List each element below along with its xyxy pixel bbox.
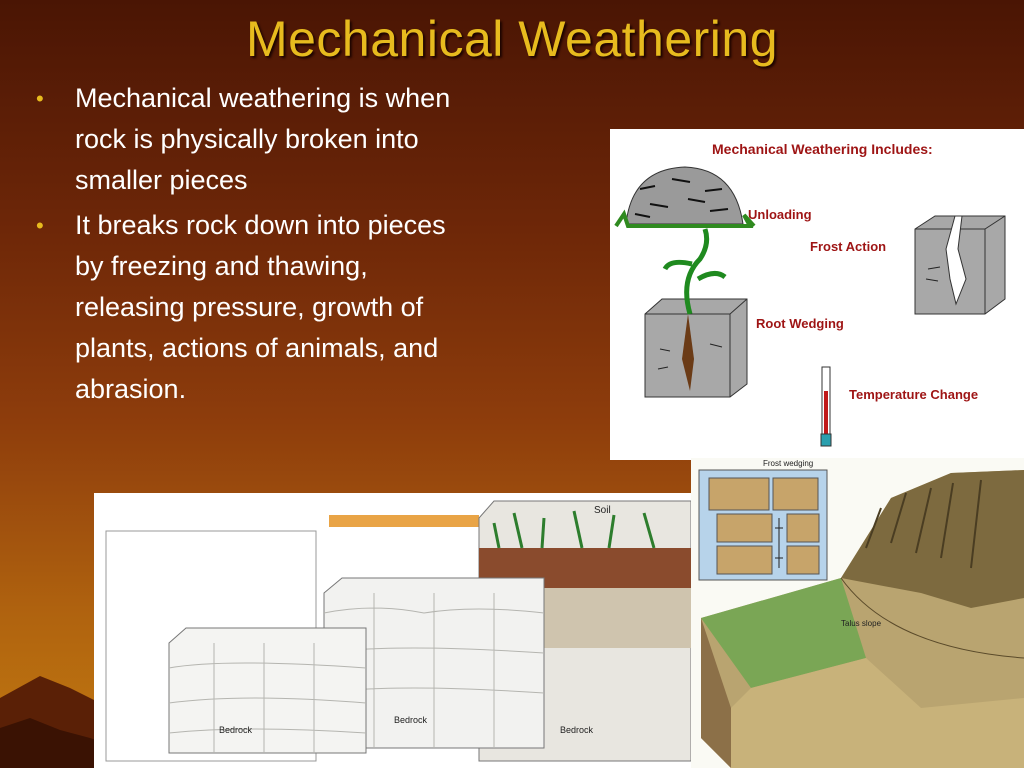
root-wedging-block-icon (645, 229, 747, 397)
bullet-text: It breaks rock down into pieces by freezing and thawing, releasing pressure, growth of plants, actions of animals, and abrasion. (75, 210, 446, 404)
label-bedrock-middle: Bedrock (394, 715, 428, 725)
includes-diagram (610, 129, 1024, 460)
label-bedrock-front: Bedrock (219, 725, 253, 735)
soil-formation-figure (94, 493, 691, 768)
bullet-item (30, 205, 480, 410)
label-talus-slope: Talus slope (841, 619, 882, 628)
mechanical-weathering-includes-figure (610, 129, 1024, 460)
bedrock-block-front (106, 531, 366, 761)
label-soil: Soil (594, 505, 611, 516)
thermometer-icon (821, 367, 831, 446)
label-bedrock-back: Bedrock (560, 725, 594, 735)
label-frost-wedging: Frost wedging (763, 459, 814, 468)
frost-action-block-icon (915, 216, 1005, 314)
bullet-icon: • (36, 213, 44, 238)
label-unloading: Unloading (748, 207, 812, 222)
talus-slope-figure (691, 458, 1024, 768)
includes-heading: Mechanical Weathering Includes: (712, 141, 933, 157)
label-temperature-change: Temperature Change (849, 387, 979, 402)
bullet-item (30, 78, 480, 201)
bullet-icon: • (36, 86, 44, 111)
bullet-list (30, 78, 480, 414)
slide-title: Mechanical Weathering (245, 11, 779, 67)
label-root-wedging: Root Wedging (756, 316, 844, 331)
unloading-rock-icon (616, 167, 754, 226)
soil-diagram (94, 493, 691, 768)
talus-diagram (691, 458, 1024, 768)
label-frost-action: Frost Action (810, 239, 887, 254)
bullet-text: Mechanical weathering is when rock is physically broken into smaller pieces (75, 83, 451, 195)
